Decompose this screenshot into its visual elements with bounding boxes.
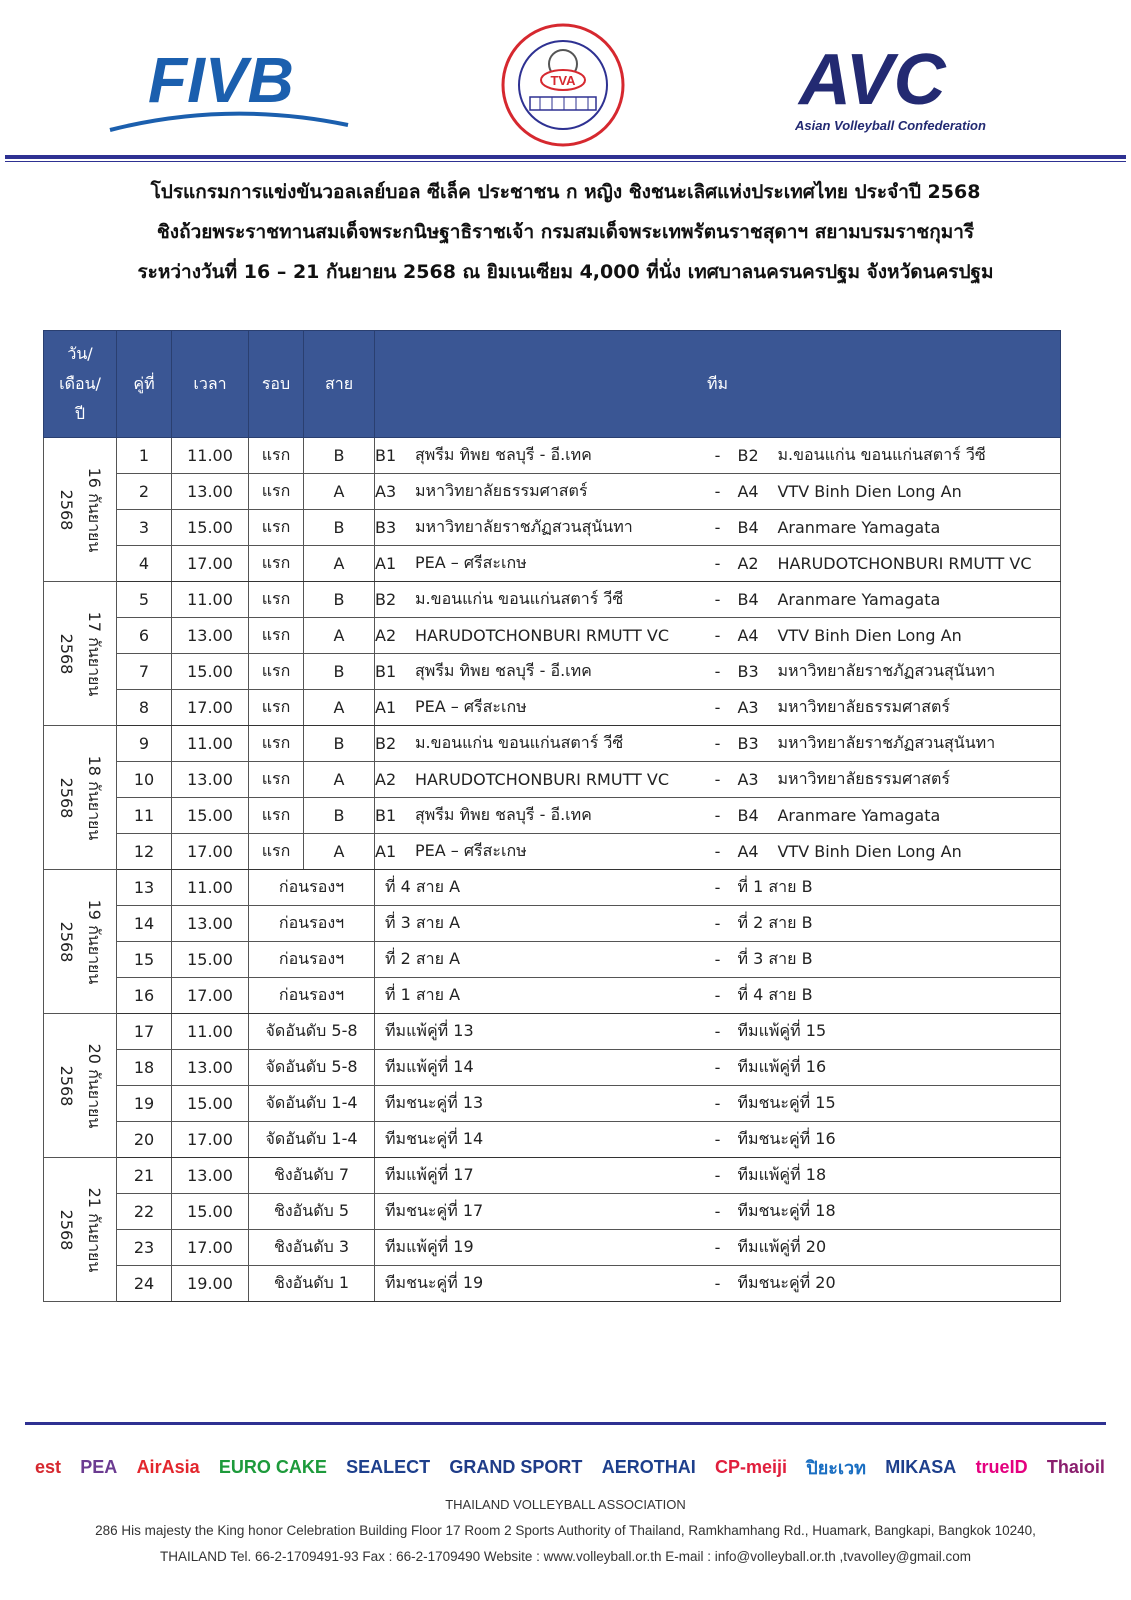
header-date-line-1: วัน/ — [67, 344, 93, 363]
table-header-row — [44, 331, 1061, 438]
match-round: จัดอันดับ 5-8 — [249, 1050, 375, 1086]
team1-name: มหาวิทยาลัยราชภัฏสวนสุนันทา — [415, 510, 697, 546]
match-time: 13.00 — [172, 762, 249, 798]
match-time: 13.00 — [172, 618, 249, 654]
team1-name: ม.ขอนแก่น ขอนแก่นสตาร์ วีซี — [415, 726, 697, 762]
date-year: 2568 — [57, 489, 76, 530]
header-round: รอบ — [249, 331, 304, 438]
header-match: คู่ที่ — [117, 331, 172, 438]
team2-code: B4 — [737, 798, 777, 834]
versus-dash: - — [697, 1014, 737, 1050]
team2-code: A4 — [737, 474, 777, 510]
versus-dash: - — [697, 1086, 737, 1122]
team1-name: PEA – ศรีสะเกษ — [415, 690, 697, 726]
schedule-table — [43, 330, 1061, 1302]
team2-code: B4 — [737, 510, 777, 546]
match-pool: A — [304, 618, 375, 654]
match-round: แรก — [249, 510, 304, 546]
match-round: จัดอันดับ 5-8 — [249, 1014, 375, 1050]
table-row — [44, 726, 1061, 762]
header-pool: สาย — [304, 331, 375, 438]
versus-dash: - — [697, 510, 737, 546]
match-time: 19.00 — [172, 1266, 249, 1302]
schedule-body — [44, 438, 1061, 1302]
table-row — [44, 1194, 1061, 1230]
date-year: 2568 — [57, 777, 76, 818]
date-day-month: 16 กันยายน — [85, 467, 104, 552]
match-number: 2 — [117, 474, 172, 510]
date-label — [52, 899, 108, 984]
date-year: 2568 — [57, 921, 76, 962]
versus-dash: - — [697, 1122, 737, 1158]
match-pool: A — [304, 834, 375, 870]
title-line-3: ระหว่างวันที่ 16 – 21 กันยายน 2568 ณ ยิมเนเซียม 4,000 ที่นั่ง เทศบาลนครนครปฐม จังหวัดนครปฐม — [137, 261, 994, 283]
team1-name: สุพรีม ทิพย ชลบุรี - อี.เทค — [415, 654, 697, 690]
team2-code: A3 — [737, 762, 777, 798]
team1-code: B1 — [375, 438, 416, 474]
match-number: 21 — [117, 1158, 172, 1194]
versus-dash: - — [697, 546, 737, 582]
versus-dash: - — [697, 798, 737, 834]
team1-code: B1 — [375, 654, 416, 690]
table-row — [44, 654, 1061, 690]
match-number: 22 — [117, 1194, 172, 1230]
header-time: เวลา — [172, 331, 249, 438]
versus-dash: - — [697, 582, 737, 618]
match-pool: A — [304, 762, 375, 798]
team2-code: A2 — [737, 546, 777, 582]
match-round: ก่อนรองฯ — [249, 870, 375, 906]
avc-logo-subtitle: Asian Volleyball Confederation — [795, 118, 986, 133]
team1-code: A3 — [375, 474, 416, 510]
match-round: แรก — [249, 474, 304, 510]
table-row — [44, 1230, 1061, 1266]
match-time: 13.00 — [172, 1050, 249, 1086]
match-number: 24 — [117, 1266, 172, 1302]
versus-dash: - — [697, 762, 737, 798]
versus-dash: - — [697, 906, 737, 942]
date-cell — [44, 870, 117, 1014]
match-round: ก่อนรองฯ — [249, 978, 375, 1014]
team1-code: A1 — [375, 834, 416, 870]
table-row — [44, 474, 1061, 510]
team2-code: A4 — [737, 834, 777, 870]
team2-name: ทีมชนะคู่ที่ 15 — [737, 1086, 1060, 1122]
team2-name: มหาวิทยาลัยราชภัฏสวนสุนันทา — [777, 654, 1060, 690]
table-row — [44, 1014, 1061, 1050]
match-number: 5 — [117, 582, 172, 618]
team1-name: ทีมแพ้คู่ที่ 17 — [375, 1158, 698, 1194]
team1-code: A1 — [375, 546, 416, 582]
table-row — [44, 942, 1061, 978]
match-pool: B — [304, 726, 375, 762]
match-time: 17.00 — [172, 546, 249, 582]
team1-name: สุพรีม ทิพย ชลบุรี - อี.เทค — [415, 798, 697, 834]
versus-dash: - — [697, 1266, 737, 1302]
document-titles — [0, 172, 1131, 292]
match-time: 15.00 — [172, 1086, 249, 1122]
versus-dash: - — [697, 1158, 737, 1194]
table-row — [44, 1086, 1061, 1122]
table-row — [44, 546, 1061, 582]
avc-logo — [795, 40, 1005, 140]
match-number: 20 — [117, 1122, 172, 1158]
match-pool: A — [304, 546, 375, 582]
team2-name: มหาวิทยาลัยธรรมศาสตร์ — [777, 690, 1060, 726]
team1-name: ที่ 2 สาย A — [375, 942, 698, 978]
team1-code: A2 — [375, 762, 416, 798]
title-line-2: ชิงถ้วยพระราชทานสมเด็จพระกนิษฐาธิราชเจ้า กรมสมเด็จพระเทพรัตนราชสุดาฯ สยามบรมราชกุมารี — [156, 221, 975, 243]
date-cell — [44, 1014, 117, 1158]
date-day-month: 19 กันยายน — [85, 899, 104, 984]
team2-name: ทีมชนะคู่ที่ 18 — [737, 1194, 1060, 1230]
match-round: แรก — [249, 582, 304, 618]
team1-name: HARUDOTCHONBURI RMUTT VC — [415, 618, 697, 654]
match-time: 11.00 — [172, 582, 249, 618]
match-round: ชิงอันดับ 5 — [249, 1194, 375, 1230]
header-date-line-2: เดือน/ — [59, 374, 101, 393]
team2-name: VTV Binh Dien Long An — [777, 834, 1060, 870]
sponsor-logo: est — [35, 1457, 62, 1477]
match-number: 13 — [117, 870, 172, 906]
match-time: 11.00 — [172, 1014, 249, 1050]
match-round: แรก — [249, 618, 304, 654]
match-round: แรก — [249, 834, 304, 870]
match-pool: B — [304, 798, 375, 834]
match-time: 17.00 — [172, 978, 249, 1014]
team1-code: A2 — [375, 618, 416, 654]
versus-dash: - — [697, 690, 737, 726]
team2-code: A3 — [737, 690, 777, 726]
team1-name: ที่ 1 สาย A — [375, 978, 698, 1014]
sponsor-logo: EURO CAKE — [218, 1457, 327, 1477]
team1-name: HARUDOTCHONBURI RMUTT VC — [415, 762, 697, 798]
match-round: ก่อนรองฯ — [249, 906, 375, 942]
team2-name: ที่ 1 สาย B — [737, 870, 1060, 906]
date-day-month: 17 กันยายน — [85, 611, 104, 696]
tva-logo-text: TVA — [550, 73, 576, 88]
match-round: แรก — [249, 546, 304, 582]
team2-name: Aranmare Yamagata — [777, 582, 1060, 618]
sponsor-logo: AirAsia — [136, 1457, 200, 1477]
match-pool: B — [304, 438, 375, 474]
versus-dash: - — [697, 1230, 737, 1266]
match-pool: B — [304, 582, 375, 618]
table-row — [44, 438, 1061, 474]
match-round: แรก — [249, 762, 304, 798]
team1-code: A1 — [375, 690, 416, 726]
match-time: 15.00 — [172, 510, 249, 546]
match-pool: A — [304, 690, 375, 726]
sponsor-logo: PEA — [80, 1457, 118, 1477]
versus-dash: - — [697, 726, 737, 762]
versus-dash: - — [697, 438, 737, 474]
match-number: 16 — [117, 978, 172, 1014]
team2-code: B3 — [737, 726, 777, 762]
table-row — [44, 978, 1061, 1014]
team2-name: ทีมชนะคู่ที่ 20 — [737, 1266, 1060, 1302]
match-number: 14 — [117, 906, 172, 942]
table-row — [44, 1158, 1061, 1194]
team1-name: ทีมชนะคู่ที่ 19 — [375, 1266, 698, 1302]
match-number: 3 — [117, 510, 172, 546]
match-time: 15.00 — [172, 1194, 249, 1230]
table-row — [44, 798, 1061, 834]
date-label — [52, 1043, 108, 1128]
tva-logo — [500, 22, 626, 148]
table-row — [44, 1050, 1061, 1086]
date-label — [52, 1187, 108, 1272]
match-number: 11 — [117, 798, 172, 834]
match-time: 11.00 — [172, 870, 249, 906]
versus-dash: - — [697, 870, 737, 906]
header-date — [44, 331, 117, 438]
match-pool: B — [304, 510, 375, 546]
team2-code: B2 — [737, 438, 777, 474]
match-time: 15.00 — [172, 798, 249, 834]
match-time: 13.00 — [172, 906, 249, 942]
team1-name: ทีมชนะคู่ที่ 13 — [375, 1086, 698, 1122]
match-number: 12 — [117, 834, 172, 870]
match-time: 15.00 — [172, 942, 249, 978]
match-round: จัดอันดับ 1-4 — [249, 1122, 375, 1158]
team2-code: A4 — [737, 618, 777, 654]
date-day-month: 18 กันยายน — [85, 755, 104, 840]
team2-name: Aranmare Yamagata — [777, 510, 1060, 546]
team2-name: ที่ 2 สาย B — [737, 906, 1060, 942]
versus-dash: - — [697, 1050, 737, 1086]
team2-name: ทีมแพ้คู่ที่ 18 — [737, 1158, 1060, 1194]
sponsor-logo: AEROTHAI — [601, 1457, 696, 1477]
date-label — [52, 467, 108, 552]
header-rule — [5, 155, 1126, 159]
date-label — [52, 755, 108, 840]
team2-name: ทีมชนะคู่ที่ 16 — [737, 1122, 1060, 1158]
table-row — [44, 618, 1061, 654]
match-time: 11.00 — [172, 726, 249, 762]
team2-name: VTV Binh Dien Long An — [777, 618, 1060, 654]
table-row — [44, 762, 1061, 798]
match-time: 17.00 — [172, 1122, 249, 1158]
date-label — [52, 611, 108, 696]
date-cell — [44, 582, 117, 726]
team2-code: B3 — [737, 654, 777, 690]
versus-dash: - — [697, 942, 737, 978]
match-pool: B — [304, 654, 375, 690]
match-round: ก่อนรองฯ — [249, 942, 375, 978]
match-number: 8 — [117, 690, 172, 726]
table-row — [44, 1266, 1061, 1302]
team1-name: ทีมชนะคู่ที่ 17 — [375, 1194, 698, 1230]
header-team: ทีม — [375, 331, 1061, 438]
header-rule-thin — [5, 161, 1126, 162]
match-number: 19 — [117, 1086, 172, 1122]
avc-logo-text: AVC — [799, 40, 946, 120]
match-number: 1 — [117, 438, 172, 474]
match-time: 13.00 — [172, 1158, 249, 1194]
team1-name: สุพรีม ทิพย ชลบุรี - อี.เทค — [415, 438, 697, 474]
team1-name: ทีมแพ้คู่ที่ 19 — [375, 1230, 698, 1266]
table-row — [44, 582, 1061, 618]
match-number: 10 — [117, 762, 172, 798]
team2-name: ที่ 3 สาย B — [737, 942, 1060, 978]
match-round: ชิงอันดับ 3 — [249, 1230, 375, 1266]
match-time: 11.00 — [172, 438, 249, 474]
match-round: แรก — [249, 654, 304, 690]
association-contact: THAILAND Tel. 66-2-1709491-93 Fax : 66-2-1709490 Website : www.volleyball.or.th E-mail : info@volleyball.or.th ,tvavolley@gmail.com — [159, 1549, 972, 1564]
versus-dash: - — [697, 618, 737, 654]
team1-code: B2 — [375, 726, 416, 762]
match-time: 13.00 — [172, 474, 249, 510]
match-pool: A — [304, 474, 375, 510]
date-cell — [44, 726, 117, 870]
match-number: 15 — [117, 942, 172, 978]
match-number: 23 — [117, 1230, 172, 1266]
versus-dash: - — [697, 834, 737, 870]
table-row — [44, 690, 1061, 726]
match-number: 18 — [117, 1050, 172, 1086]
table-row — [44, 1122, 1061, 1158]
team2-name: ทีมแพ้คู่ที่ 20 — [737, 1230, 1060, 1266]
team2-name: มหาวิทยาลัยธรรมศาสตร์ — [777, 762, 1060, 798]
versus-dash: - — [697, 1194, 737, 1230]
table-row — [44, 906, 1061, 942]
date-year: 2568 — [57, 1209, 76, 1250]
association-address: 286 His majesty the King honor Celebration Building Floor 17 Room 2 Sports Authority of Thailand, Ramkhamhang Rd., Huamark, Bangkapi, Bangkok 10240, — [95, 1523, 1036, 1538]
table-row — [44, 834, 1061, 870]
title-line-1: โปรแกรมการแข่งขันวอลเลย์บอล ซีเล็ค ประชาชน ก หญิง ชิงชนะเลิศแห่งประเทศไทย ประจำปี 2568 — [150, 181, 981, 203]
association-name: THAILAND VOLLEYBALL ASSOCIATION — [445, 1497, 686, 1512]
match-time: 17.00 — [172, 1230, 249, 1266]
team2-name: HARUDOTCHONBURI RMUTT VC — [777, 546, 1060, 582]
team1-code: B1 — [375, 798, 416, 834]
team2-name: ทีมแพ้คู่ที่ 16 — [737, 1050, 1060, 1086]
match-number: 17 — [117, 1014, 172, 1050]
match-round: แรก — [249, 690, 304, 726]
team1-name: ที่ 4 สาย A — [375, 870, 698, 906]
match-time: 17.00 — [172, 690, 249, 726]
team1-name: PEA – ศรีสะเกษ — [415, 546, 697, 582]
sponsor-logo: MIKASA — [885, 1457, 957, 1477]
match-round: ชิงอันดับ 7 — [249, 1158, 375, 1194]
team1-name: มหาวิทยาลัยธรรมศาสตร์ — [415, 474, 697, 510]
team1-code: B3 — [375, 510, 416, 546]
sponsor-logo: SEALECT — [346, 1457, 431, 1477]
match-time: 15.00 — [172, 654, 249, 690]
team2-name: มหาวิทยาลัยราชภัฏสวนสุนันทา — [777, 726, 1060, 762]
team1-name: ม.ขอนแก่น ขอนแก่นสตาร์ วีซี — [415, 582, 697, 618]
match-round: แรก — [249, 726, 304, 762]
sponsor-strip — [35, 1445, 1105, 1490]
match-number: 7 — [117, 654, 172, 690]
date-day-month: 21 กันยายน — [85, 1187, 104, 1272]
table-row — [44, 870, 1061, 906]
team2-name: ที่ 4 สาย B — [737, 978, 1060, 1014]
team1-name: ที่ 3 สาย A — [375, 906, 698, 942]
team1-name: ทีมแพ้คู่ที่ 14 — [375, 1050, 698, 1086]
team2-name: VTV Binh Dien Long An — [777, 474, 1060, 510]
date-cell — [44, 438, 117, 582]
match-round: แรก — [249, 438, 304, 474]
team1-name: ทีมชนะคู่ที่ 14 — [375, 1122, 698, 1158]
team1-name: ทีมแพ้คู่ที่ 13 — [375, 1014, 698, 1050]
sponsor-logo: Thaioil — [1046, 1457, 1105, 1477]
team2-code: B4 — [737, 582, 777, 618]
team2-name: Aranmare Yamagata — [777, 798, 1060, 834]
sponsor-logo: trueID — [975, 1457, 1028, 1477]
date-day-month: 20 กันยายน — [85, 1043, 104, 1128]
match-number: 9 — [117, 726, 172, 762]
date-cell — [44, 1158, 117, 1302]
table-row — [44, 510, 1061, 546]
header-date-line-3: ปี — [74, 404, 86, 423]
match-time: 17.00 — [172, 834, 249, 870]
fivb-logo-text: FIVB — [148, 44, 294, 116]
date-year: 2568 — [57, 1065, 76, 1106]
versus-dash: - — [697, 978, 737, 1014]
sponsor-logo: ปิยะเวท — [806, 1458, 867, 1478]
team1-code: B2 — [375, 582, 416, 618]
date-year: 2568 — [57, 633, 76, 674]
sponsor-logo: CP-meiji — [714, 1457, 787, 1477]
match-number: 6 — [117, 618, 172, 654]
footer-rule — [25, 1422, 1106, 1425]
match-round: แรก — [249, 798, 304, 834]
team2-name: ทีมแพ้คู่ที่ 15 — [737, 1014, 1060, 1050]
match-round: ชิงอันดับ 1 — [249, 1266, 375, 1302]
header — [0, 0, 1131, 165]
team1-name: PEA – ศรีสะเกษ — [415, 834, 697, 870]
team2-name: ม.ขอนแก่น ขอนแก่นสตาร์ วีซี — [777, 438, 1060, 474]
fivb-logo — [108, 40, 358, 140]
match-number: 4 — [117, 546, 172, 582]
match-round: จัดอันดับ 1-4 — [249, 1086, 375, 1122]
versus-dash: - — [697, 474, 737, 510]
versus-dash: - — [697, 654, 737, 690]
sponsor-logo: GRAND SPORT — [449, 1457, 583, 1477]
